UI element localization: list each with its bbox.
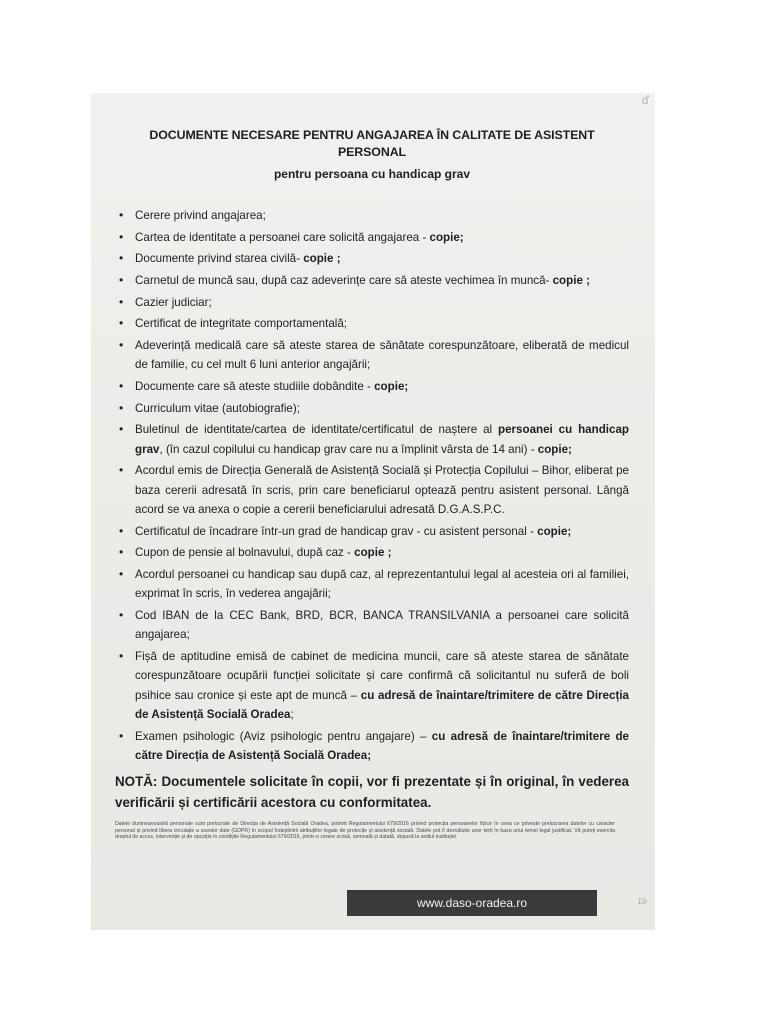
list-item-bold-text: copie; [429,230,464,244]
list-item-text: Cerere privind angajarea; [135,209,266,222]
list-item-text: Documente privind starea civilă- [135,252,304,266]
list-item-bold-text: cu adresă de înaintare/trimitere de către Direcția de Asistență Socială Oradea; [135,729,630,762]
list-item [115,314,629,333]
list-item [115,420,629,459]
list-item-text: Fișă de aptitudine emisă de cabinet de medicina muncii, care să ateste starea de sănătate corespunzătoare ocupării funcției solicitate și care confirmă că solicitantul nu suferă de boli psihice sau cronice și este apt de muncă – [135,650,629,702]
list-item-text: Certificatul de încadrare într-un grad de handicap grav - cu asistent personal - [135,524,538,538]
bullet-icon: • [119,649,124,664]
note-label: NOTĂ: [115,774,158,790]
list-item [115,228,629,247]
list-item-text: Cod IBAN de la CEC Bank, BRD, BCR, BANCA TRANSILVANIA a persoanei care solicită angajarea; [135,609,629,642]
list-item-text: ; [290,707,294,721]
list-item-text: Certificat de integritate comportamentală; [135,317,348,331]
bullet-icon: • [119,545,124,560]
list-item [115,336,629,375]
list-item [115,271,629,290]
website-banner: www.daso-oradea.ro [347,890,597,916]
list-item-text: Buletinul de identitate/cartea de identitate/certificatul de naștere al [135,423,498,437]
bullet-icon: • [119,463,124,478]
list-item-text: Acordul persoanei cu handicap sau după caz, al reprezentantului legal al acesteia ori al familiei, exprimat în scris, în vederea angajării; [135,568,629,601]
list-item-text: Documente care să ateste studiile dobândite - [135,380,375,394]
list-item-bold-text: copie; [537,442,572,456]
corner-smudge: ď [641,93,649,107]
page-mark: ɪə [637,896,647,907]
bullet-icon: • [119,251,124,266]
bullet-icon: • [119,208,124,222]
list-item-text: , (în cazul copilului cu handicap grav care nu a împlinit vârsta de 14 ani) - [159,442,538,456]
list-item [115,543,629,562]
bullet-icon: • [119,567,124,582]
document-title: DOCUMENTE NECESARE PENTRU ANGAJAREA ÎN CALITATE DE ASISTENT PERSONAL [149,128,595,159]
required-documents-list [115,206,629,765]
list-item-text: Examen psihologic (Aviz psihologic pentru angajare) – [135,729,432,743]
list-item-text: Cupon de pensie al bolnavului, după caz - [135,546,355,560]
bullet-icon: • [119,379,124,394]
bullet-icon: • [119,316,124,331]
gdpr-footer-text: Datele dumneavoastră personale sunt prelucrate de Direcția de Asistență Socială Oradea, potrivit Regulamentului 679/2016 privind protecția persoanelor fizice în ceea ce privește prelucrarea datelor cu caracter personal și privind libera circulație a acestor date (GDPR) în scopul îndeplinirii atribuțiilor legale de protecție și asistență socială. Datele pot fi dezvăluite unor terți în baza unui temei legal justificat. Vă puteți exercita dreptul de acces, intervenție și de opoziție în condițiile Regulamentului 679/2016, printr-o cerere scrisă, semnată și datată, depusă la sediul instituției. [115,821,615,840]
list-item [115,647,629,724]
list-item-bold-text: persoanei cu handicap grav [135,423,629,456]
bullet-icon: • [119,338,124,353]
list-item-text: Carnetul de muncă sau, după caz adeverințe care să ateste vechimea în muncă- [135,274,553,288]
list-item [115,249,629,268]
list-item [115,522,629,541]
list-item-bold-text: copie; [374,380,409,394]
list-item-text: Curriculum vitae (autobiografie); [135,401,300,415]
list-item [115,727,629,766]
list-item-bold-text: copie; [537,524,572,538]
list-item-text: Acordul emis de Direcția Generală de Asistență Socială și Protecția Copilului – Bihor, eliberat pe baza cererii adresată în scris, prin care beneficiarul optează pentru asistent personal. Lângă acord se va anexa o copie a cererii beneficiarului adresată D.G.A.S.P.C. [135,464,629,517]
list-item [115,206,629,225]
list-item-bold-text: cu adresă de înaintare/trimitere de către Direcția de Asistență Socială Oradea [135,688,629,721]
list-item-text: Cartea de identitate a persoanei care solicită angajarea - [135,230,430,244]
list-item [115,565,629,604]
list-item-text: Cazier judiciar; [135,295,212,309]
bullet-icon: • [119,273,124,288]
list-item [115,293,629,312]
list-item-bold-text: copie ; [552,274,590,288]
bullet-icon: • [119,422,124,437]
list-item [115,377,629,396]
list-item [115,606,629,645]
bullet-icon: • [119,728,124,743]
bullet-icon: • [119,608,124,623]
list-item-text: Adeverință medicală care să ateste starea de sănătate corespunzătoare, eliberată de medicul de familie, cu cel mult 6 luni anterior angajării; [135,339,629,372]
note-text: Documentele solicitate în copii, vor fi prezentate și în original, în vederea verificării și certificării acestora cu conformitatea. [115,774,629,811]
note-paragraph [115,771,629,813]
bullet-icon: • [119,523,124,538]
bullet-icon: • [119,400,124,415]
bullet-icon: • [119,294,124,309]
document-page [91,93,655,930]
document-subtitle: pentru persoana cu handicap grav [273,167,471,181]
list-item-bold-text: copie ; [303,252,341,266]
list-item [115,399,629,418]
list-item [115,461,629,519]
list-item-bold-text: copie ; [354,546,392,560]
bullet-icon: • [119,229,124,244]
